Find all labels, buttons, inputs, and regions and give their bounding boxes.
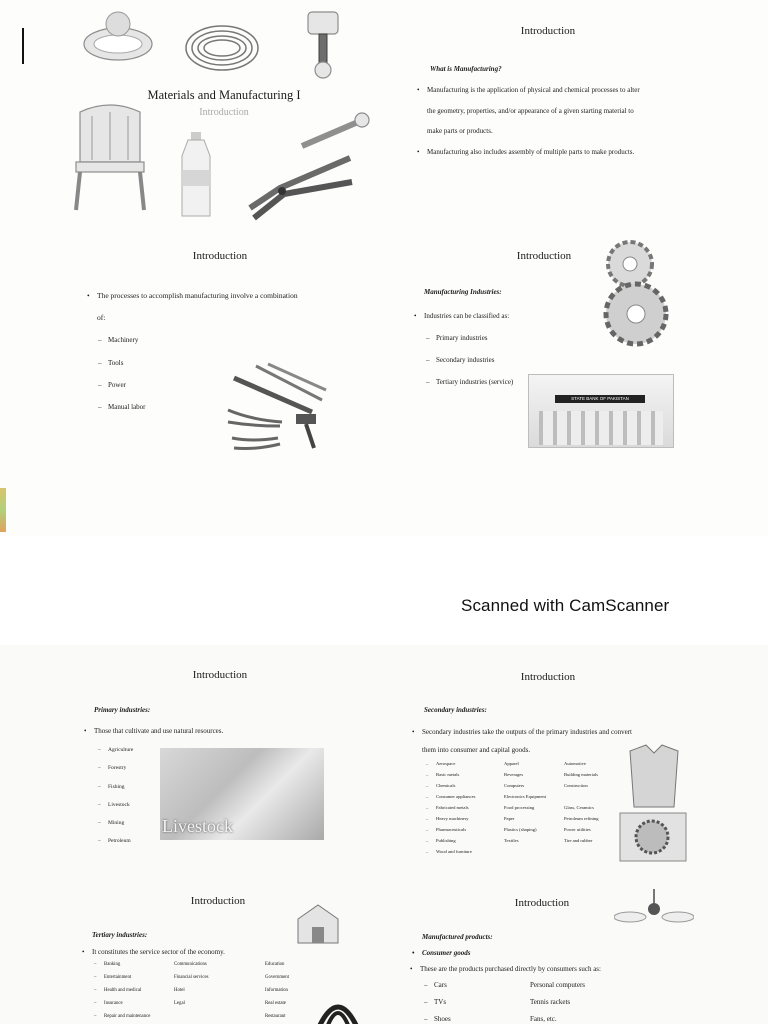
chair-icon <box>70 102 150 212</box>
list-item: Legal <box>174 1001 185 1006</box>
list-item: Beverages <box>504 772 524 777</box>
slide2-heading: What is Manufacturing? <box>430 65 502 73</box>
piston-icon <box>298 10 348 80</box>
slide3-title: Introduction <box>192 250 248 262</box>
slide4-title: Introduction <box>516 250 572 262</box>
slide-processes <box>60 236 400 466</box>
slide3-line: of: <box>97 313 106 322</box>
list-item: – Repair and maintenance <box>104 1014 150 1019</box>
gear-plate-icon <box>618 811 688 863</box>
bank-sign: STATE BANK OF PAKISTAN <box>555 395 645 403</box>
list-item: – Health and medical <box>104 988 141 993</box>
pliers-icon <box>240 148 360 228</box>
list-item: – Tertiary industries (service) <box>436 378 513 386</box>
list-item: Building materials <box>564 772 599 777</box>
list-item: Power utilities <box>564 827 591 832</box>
slide1-title: Materials and Manufacturing I <box>147 88 301 102</box>
slide7-title: Introduction <box>190 895 246 907</box>
list-item: Textiles <box>504 838 519 843</box>
slide4-line: • Industries can be classified as: <box>424 312 509 320</box>
slide8-line: • These are the products purchased directly by consumers such as: <box>420 965 601 973</box>
scanned-page-bottom <box>0 645 768 1024</box>
list-item: – Secondary industries <box>436 356 495 364</box>
slide6-line: • Secondary industries take the outputs of the primary industries and convert <box>422 728 632 736</box>
slide-tertiary-industries <box>60 881 400 1024</box>
list-item: – Entertainment <box>104 975 131 980</box>
list-item: – Basic metals <box>436 772 459 777</box>
list-item: – Petroleum <box>108 838 131 844</box>
list-item: – Power <box>108 381 126 389</box>
list-item: Tennis rackets <box>530 998 571 1006</box>
slide7-line: • It constitutes the service sector of the economy. <box>92 948 225 956</box>
slide5-title: Introduction <box>192 669 248 681</box>
bottle-icon <box>176 130 216 220</box>
scanner-watermark: Scanned with CamScanner <box>461 596 670 615</box>
list-item: Food processing <box>504 805 535 810</box>
list-item: – Fabricated metals <box>436 805 469 810</box>
list-item: Real estate <box>265 1001 286 1006</box>
list-item: – TVs <box>434 998 446 1006</box>
list-item: – Insurance <box>104 1001 123 1006</box>
clothing-icon <box>624 743 684 809</box>
slide2-line: make parts or products. <box>427 127 493 135</box>
slide1-subtitle: Introduction <box>199 107 249 118</box>
list-item: – Mining <box>108 820 124 826</box>
margin-mark <box>22 28 24 64</box>
list-item: Personal computers <box>530 981 586 989</box>
wire-coil-icon <box>182 18 262 78</box>
slide5-heading: Primary industries: <box>94 706 151 714</box>
slide-manufacturing-industries <box>400 236 740 466</box>
list-item: – Machinery <box>108 336 138 344</box>
slide2-title: Introduction <box>520 25 576 37</box>
slide2-line: • Manufacturing also includes assembly of multiple parts to make products. <box>427 148 634 156</box>
gears-icon <box>596 236 686 351</box>
scan-edge <box>0 488 6 532</box>
list-item: – Banking <box>104 962 120 967</box>
slide5-line: • Those that cultivate and use natural resources. <box>94 727 223 735</box>
ring-icon <box>78 8 158 68</box>
list-item: – Consumer appliances <box>436 794 475 799</box>
list-item: Computers <box>504 783 525 788</box>
hand-tools-icon <box>222 360 332 455</box>
list-item: – Heavy machinery <box>436 816 469 821</box>
list-item: – Aerospace <box>436 761 455 766</box>
ceiling-fan-icon <box>614 887 694 937</box>
slide-secondary-industries <box>400 645 760 875</box>
slide2-line: • Manufacturing is the application of physical and chemical processes to alter <box>427 86 640 94</box>
list-item: Automotive <box>564 761 586 766</box>
slide2-line: the geometry, properties, and/or appearance of a given starting material to <box>427 107 634 115</box>
logo-shell-icon <box>316 995 360 1024</box>
photo-caption: Livestock <box>162 816 233 836</box>
list-item: Hotel <box>174 988 185 993</box>
slide-title <box>60 0 400 230</box>
livestock-photo <box>160 748 324 840</box>
bank-building-image <box>528 374 674 448</box>
list-item: – Tools <box>108 359 123 367</box>
list-item: Government <box>265 975 289 980</box>
list-item: Fans, etc. <box>530 1015 557 1023</box>
list-item: – Wood and furniture <box>436 849 472 854</box>
list-item: Apparel <box>504 761 519 766</box>
list-item: Restaurant <box>265 1014 286 1019</box>
list-item: – Shoes <box>434 1015 451 1023</box>
list-item: Financial services <box>174 975 209 980</box>
list-item: Petroleum refining <box>564 816 599 821</box>
slide8-subheading: • Consumer goods <box>422 949 470 957</box>
list-item: Communications <box>174 962 207 967</box>
list-item: – Cars <box>434 981 447 989</box>
list-item: Construction <box>564 783 588 788</box>
list-item: – Fishing <box>108 784 125 790</box>
list-item: Information <box>265 988 288 993</box>
list-item: – Primary industries <box>436 334 488 342</box>
list-item: Glass, Ceramics <box>564 805 594 810</box>
slide6-heading: Secondary industries: <box>424 706 487 714</box>
list-item: Electronics Equipment <box>504 794 546 799</box>
list-item: – Chemicals <box>436 783 455 788</box>
list-item: – Pharmaceuticals <box>436 827 466 832</box>
house-icon <box>292 901 344 947</box>
slide6-line: them into consumer and capital goods. <box>422 746 531 754</box>
list-item: – Livestock <box>108 802 130 808</box>
list-item: – Manual labor <box>108 403 146 411</box>
slide8-title: Introduction <box>514 897 570 909</box>
list-item: – Agriculture <box>108 747 133 753</box>
wrench-icon <box>292 112 372 152</box>
page-gap <box>0 536 768 645</box>
list-item: Paper <box>504 816 515 821</box>
list-item: – Publishing <box>436 838 456 843</box>
slide-primary-industries <box>60 645 400 875</box>
list-item: Education <box>265 962 285 967</box>
list-item: – Forestry <box>108 765 126 771</box>
slide-manufactured-products <box>400 881 760 1024</box>
slide6-title: Introduction <box>520 671 576 683</box>
slide8-heading: Manufactured products: <box>422 933 493 941</box>
slide-what-is-manufacturing <box>400 0 740 230</box>
list-item: Plastics (shaping) <box>504 827 537 832</box>
slide4-heading: Manufacturing Industries: <box>424 288 502 296</box>
slide3-line: • The processes to accomplish manufacturing involve a combination <box>97 291 298 300</box>
slide7-heading: Tertiary industries: <box>92 931 148 939</box>
list-item: Tire and rubber <box>564 838 593 843</box>
